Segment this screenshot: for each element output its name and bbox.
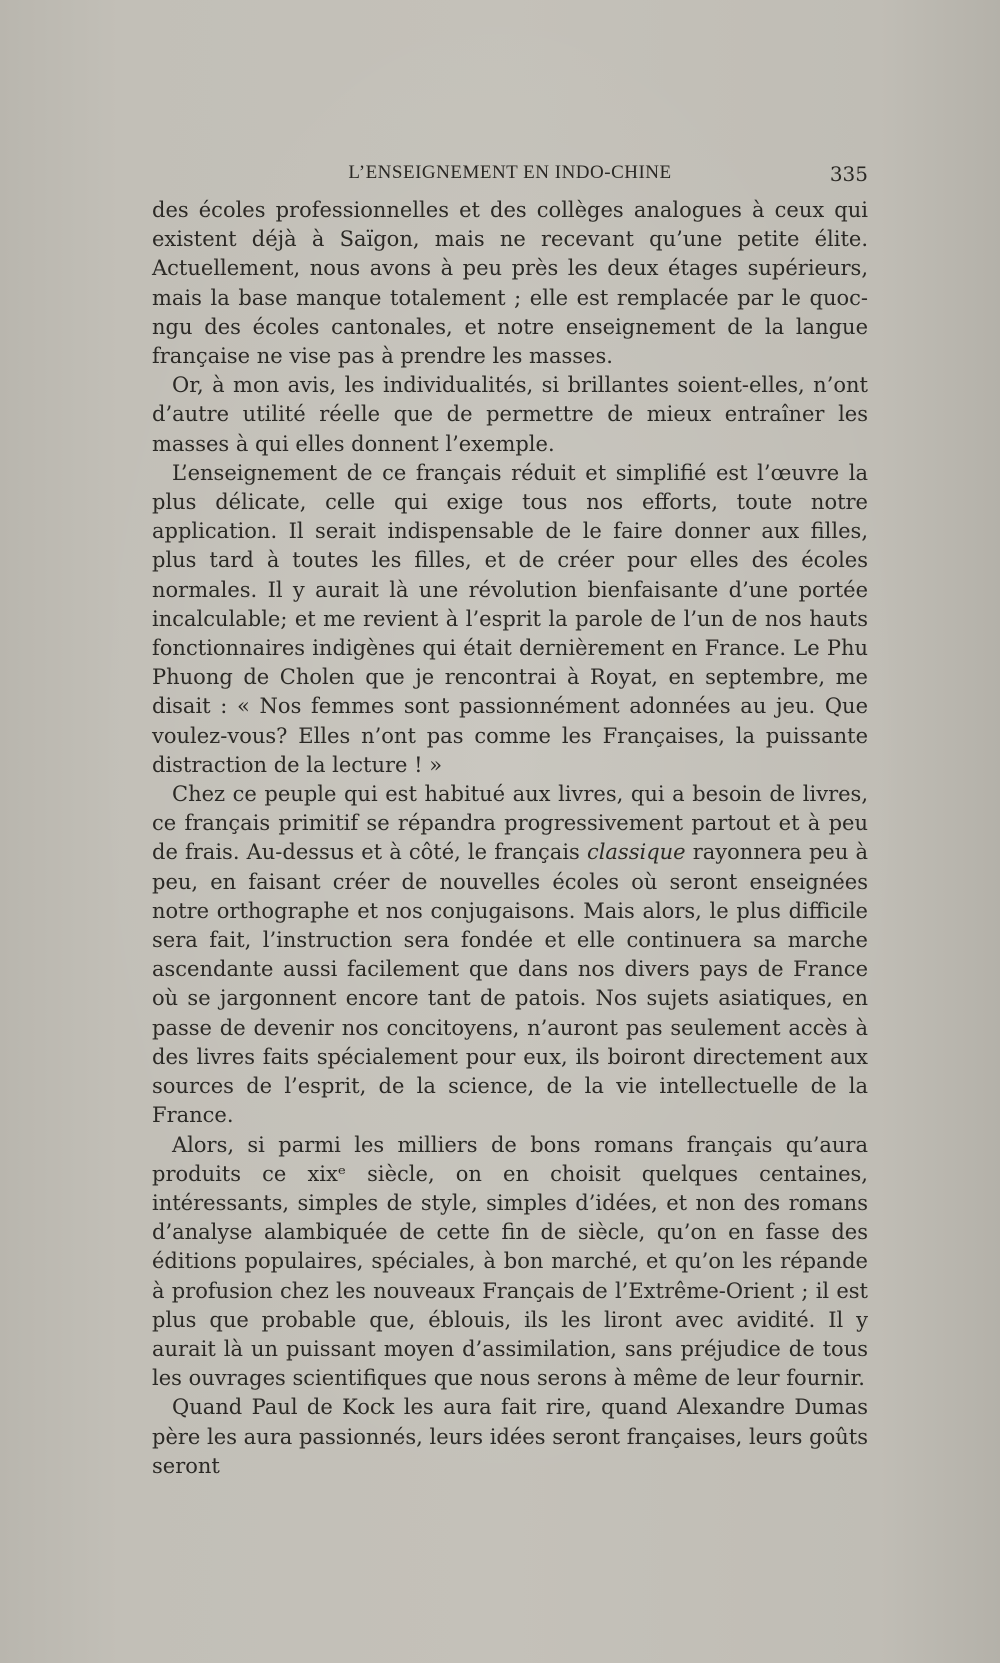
paragraph-1: des écoles professionnelles et des collèges analogues à ceux qui existent déjà à Saïgon, mais ne recevant qu’une petite élite. Actuellement, nous avons à peu près les deux étages supérieurs, mais la base manque totalement ; elle est remplacée par le quoc-ngu des écoles cantonales, et notre enseignement de la langue française ne vise pas à prendre les masses. (152, 198, 868, 369)
body-text (152, 196, 868, 1481)
page-header (152, 162, 868, 192)
italic-word-classique: classique (586, 840, 686, 865)
page-number: 335 (829, 162, 868, 186)
century-numeral: xixᵉ (307, 1161, 346, 1186)
paragraph-5-text-b: siècle, on en choisit quelques centaines, intéressants, simples de style, simples d’idées, et non des romans d’analyse alambiquée de cette fin de siècle, qu’on en fasse des éditions populaires, spéciales, à bon marché, et qu’on les répande à profusion chez les nouveaux Français de l’Extrême-Orient ; il est plus que probable que, éblouis, ils les liront avec avidité. Il y aurait là un puissant moyen d’assimilation, sans préjudice de tous les ouvrages scientifiques que nous serons à même de leur fournir. (152, 1161, 868, 1391)
running-head: L’ENSEIGNEMENT EN INDO-CHINE (348, 162, 672, 183)
paragraph-4-text-b: rayonnera peu à peu, en faisant créer de nouvelles écoles où seront enseignées notre orthographe et nos conjugaisons. Mais alors, le plus difficile sera fait, l’instruction sera fondée et elle continuera sa marche ascendante aussi facilement que dans nos divers pays de France où se jargonnent encore tant de patois. Nos sujets asiatiques, en passe de devenir nos concitoyens, n’auront pas seulement accès à des livres faits spécialement pour eux, ils boiront directement aux sources de l’esprit, de la science, de la vie intellectuelle de la France. (152, 840, 868, 1128)
paragraph-4 (152, 780, 868, 1130)
paragraph-5-text-a: Alors, si parmi les milliers de bons romans français qu’aura produits ce (152, 1132, 868, 1186)
paragraph-6: Quand Paul de Kock les aura fait rire, quand Alexandre Dumas père les aura passionnés, leurs idées seront françaises, leurs goûts seront (152, 1395, 868, 1478)
paragraph-5 (152, 1131, 868, 1394)
paragraph-2: Or, à mon avis, les individualités, si brillantes soient-elles, n’ont d’autre utilité réelle que de permettre de mieux entraîner les masses à qui elles donnent l’exemple. (152, 373, 868, 456)
paragraph-3: L’enseignement de ce français réduit et simplifié est l’œuvre la plus délicate, celle qui exige tous nos efforts, toute notre application. Il serait indispensable de le faire donner aux filles, plus tard à toutes les filles, et de créer pour elles des écoles normales. Il y aurait là une révolution bienfaisante d’une portée incalculable; et me revient à l’esprit la parole de l’un de nos hauts fonctionnaires indigènes qui était dernièrement en France. Le Phu Phuong de Cholen que je rencontrai à Royat, en septembre, me disait : « Nos femmes sont passionnément adonnées au jeu. Que voulez-vous? Elles n’ont pas comme les Françaises, la puissante distraction de la lecture ! » (152, 460, 868, 777)
paragraph-4-text-a: Chez ce peuple qui est habitué aux livres, qui a besoin de livres, ce français primitif se répandra progressivement partout et à peu de frais. Au-dessus et à côté, le français (152, 782, 868, 865)
